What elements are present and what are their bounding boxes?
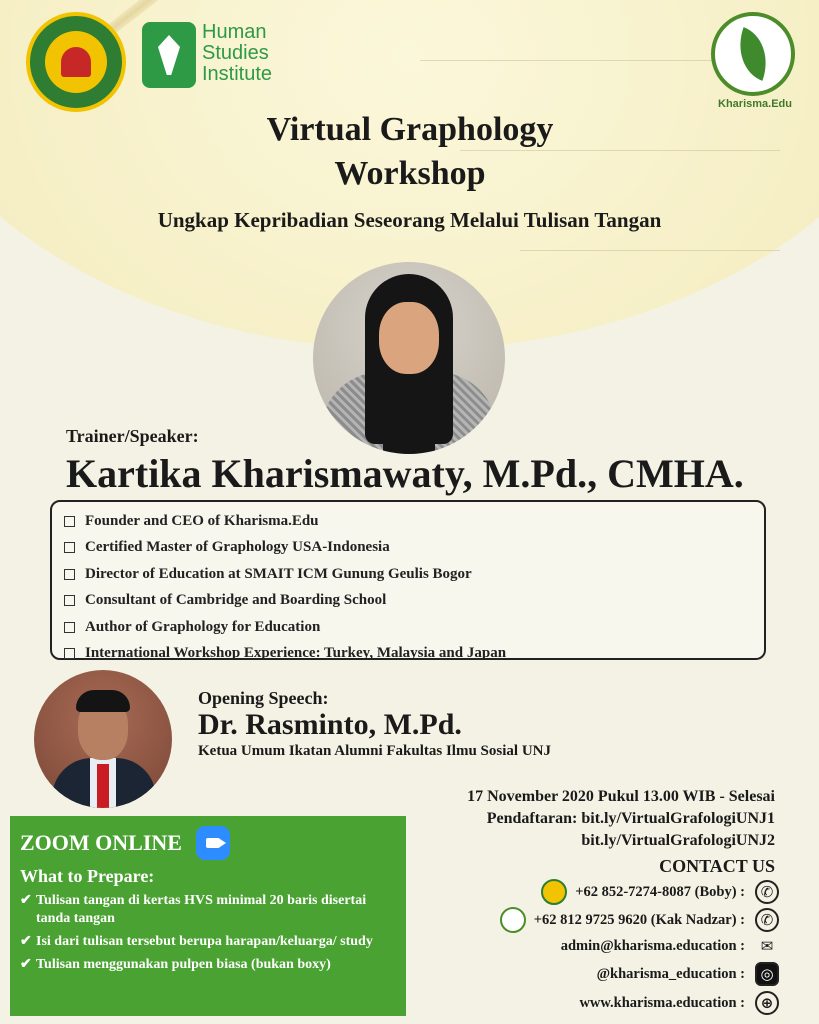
check-icon: ✔ (20, 934, 32, 949)
speaker-name: Kartika Kharismawaty, M.Pd., CMHA. (66, 451, 744, 496)
ika-fis-unj-logo (26, 12, 126, 112)
contact-phone-1[interactable] (541, 879, 779, 905)
checkbox-icon (64, 622, 75, 633)
zoom-title: ZOOM ONLINE (20, 830, 182, 855)
phone-icon: ✆ (755, 880, 779, 904)
registration-link-1[interactable]: Pendaftaran: bit.ly/VirtualGrafologiUNJ1 (486, 810, 775, 827)
hsi-line: Human (202, 21, 267, 43)
opening-speech-label: Opening Speech: (198, 688, 329, 708)
event-datetime: 17 November 2020 Pukul 13.00 WIB - Selesai (467, 788, 775, 805)
contact-text: www.kharisma.education : (579, 994, 745, 1011)
title-line: Virtual Graphology (266, 111, 554, 148)
contact-text: @kharisma_education : (596, 965, 745, 982)
contact-phone-2[interactable] (500, 907, 779, 933)
credential-text: Director of Education at SMAIT ICM Gunung Geulis Bogor (85, 565, 472, 582)
hsi-line: Studies (202, 42, 269, 64)
checkbox-icon (64, 648, 75, 659)
instagram-icon: ◎ (755, 962, 779, 986)
credential-text: Consultant of Cambridge and Boarding School (85, 592, 387, 609)
checkbox-icon (64, 595, 75, 606)
contact-instagram[interactable] (597, 962, 779, 986)
title-line: Workshop (334, 155, 486, 192)
contact-text: +62 852-7274-8087 (Boby) : (575, 883, 745, 900)
registration-link-2[interactable]: bit.ly/VirtualGrafologiUNJ2 (581, 832, 775, 849)
globe-icon: ⊕ (755, 991, 779, 1015)
prepare-item (20, 933, 396, 951)
credential-item (64, 641, 764, 668)
trainer-label: Trainer/Speaker: (66, 426, 199, 446)
page-title (160, 108, 660, 196)
credentials-box (50, 500, 766, 660)
contact-email[interactable] (561, 934, 779, 958)
speaker-photo (313, 262, 505, 454)
credential-item (64, 535, 764, 562)
phone-icon: ✆ (755, 908, 779, 932)
hsi-line: Institute (202, 63, 273, 85)
zoom-camera-icon (196, 826, 230, 860)
checkbox-icon (64, 569, 75, 580)
checkbox-icon (64, 542, 75, 553)
prepare-text: Tulisan tangan di kertas HVS minimal 20 baris disertai tanda tangan (36, 893, 367, 926)
opening-speaker-name: Dr. Rasminto, M.Pd. (198, 708, 462, 741)
event-info (467, 786, 775, 852)
credential-item (64, 588, 764, 615)
ika-mini-logo (541, 879, 567, 905)
check-icon: ✔ (20, 957, 32, 972)
opening-speaker-role: Ketua Umum Ikatan Alumni Fakultas Ilmu Sosial UNJ (198, 743, 551, 759)
credential-item (64, 561, 764, 588)
checkbox-icon (64, 516, 75, 527)
prepare-text: Tulisan menggunakan pulpen biasa (bukan boxy) (36, 957, 331, 972)
credential-item (64, 508, 764, 535)
hsi-pen-logo-icon (142, 22, 196, 88)
kharisma-leaf-logo-icon (711, 12, 795, 96)
zoom-title-row (20, 826, 396, 860)
opening-speaker-photo (34, 670, 172, 808)
handwriting-decoration (520, 250, 780, 251)
credential-text: Founder and CEO of Kharisma.Edu (85, 512, 319, 529)
credential-text: International Workshop Experience: Turkey, Malaysia and Japan (85, 645, 507, 662)
contact-website[interactable] (579, 991, 779, 1015)
page-subtitle: Ungkap Kepribadian Seseorang Melalui Tulisan Tangan (157, 208, 662, 232)
mail-icon: ✉ (760, 937, 774, 955)
hsi-logo-text (202, 22, 312, 85)
kharisma-logo-text: Kharisma.Edu (718, 98, 792, 110)
zoom-online-panel (10, 816, 406, 1016)
credential-text: Author of Graphology for Education (85, 618, 321, 635)
prepare-title: What to Prepare: (20, 866, 155, 886)
credential-item (64, 614, 764, 641)
contact-title: CONTACT US (659, 856, 775, 876)
contact-text: +62 812 9725 9620 (Kak Nadzar) : (533, 911, 745, 928)
prepare-item (20, 892, 396, 928)
kharisma-mini-logo (500, 907, 526, 933)
prepare-item (20, 956, 396, 974)
credential-text: Certified Master of Graphology USA-Indonesia (85, 539, 390, 556)
check-icon: ✔ (20, 893, 32, 908)
contact-text: admin@kharisma.education : (560, 937, 745, 954)
prepare-text: Isi dari tulisan tersebut berupa harapan/keluarga/ study (36, 934, 373, 949)
